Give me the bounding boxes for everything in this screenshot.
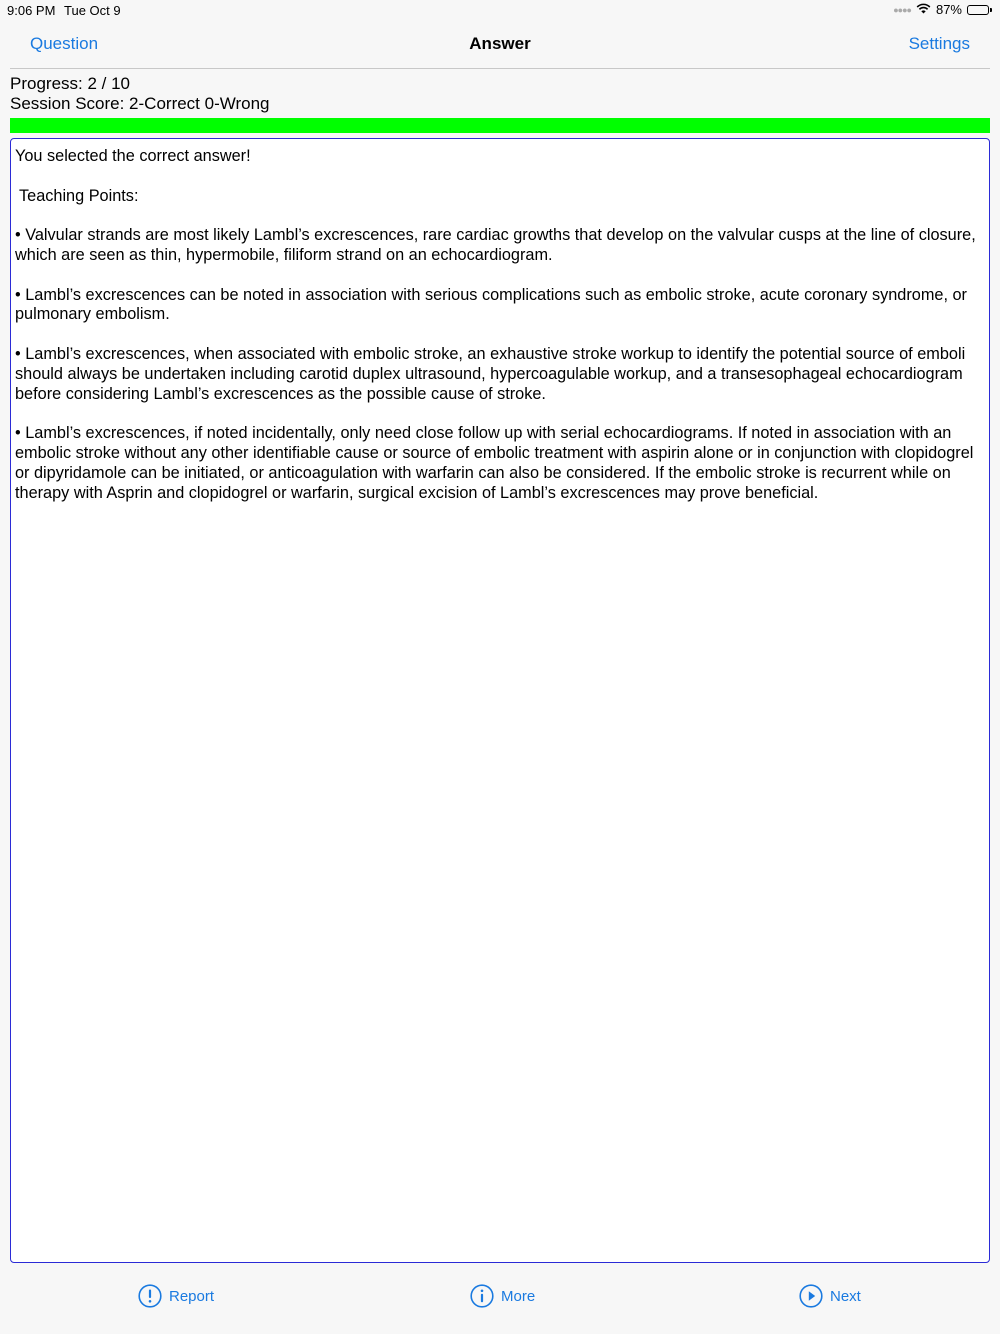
more-button[interactable] [470, 1284, 535, 1308]
settings-button[interactable]: Settings [908, 34, 970, 53]
report-label: Report [169, 1287, 215, 1305]
progress-bar [10, 118, 990, 133]
teaching-point: • Lambl’s excrescences, if noted incidentally, only need close follow up with serial echocardiograms. If noted in association with an embolic stroke without any other identifiable cause or source of embolic treatment with aspirin alone or in conjunction with clopidogrel or dipyridamole can be initiated, or anticoagulation with warfarin can also be considered. If the embolic stroke is recurrent while on therapy with Asprin and clopidogrel or warfarin, surgical excision of Lambl’s excrescences may prove beneficial. [15, 424, 974, 502]
question-button[interactable]: Question [30, 34, 99, 53]
progress-bar-fill [10, 118, 990, 133]
cellular-signal-icon: ●●●● [893, 4, 911, 15]
report-button[interactable] [138, 1284, 214, 1308]
session-score: Session Score: 2-Correct 0-Wrong [10, 94, 270, 113]
status-time: 9:06 PM [7, 3, 56, 18]
page-title: Answer [469, 34, 531, 53]
progress-label: Progress: 2 / 10 [10, 74, 131, 93]
battery-percent: 87% [935, 2, 962, 17]
next-button[interactable] [799, 1284, 861, 1308]
status-date: Tue Oct 9 [64, 3, 121, 18]
battery-icon [967, 5, 992, 15]
more-label: More [501, 1287, 536, 1305]
status-indicators [893, 2, 992, 17]
play-circle-icon [799, 1284, 823, 1308]
teaching-point: • Valvular strands are most likely Lambl’s excrescences, rare cardiac growths that develop on the valvular cusps at the line of closure, which are seen as thin, hypermobile, filiform strand on an echocardiogram. [15, 226, 976, 264]
answer-text-view[interactable] [10, 138, 990, 1263]
teaching-points-heading: Teaching Points: [19, 186, 139, 205]
status-bar [0, 0, 1000, 22]
bottom-toolbar [0, 1278, 1000, 1318]
next-label: Next [830, 1287, 861, 1305]
wifi-icon [916, 2, 931, 17]
navigation-bar [10, 22, 990, 69]
info-circle-icon [470, 1284, 494, 1308]
teaching-point: • Lambl’s excrescences can be noted in association with serious complications such as embolic stroke, acute coronary syndrome, or pulmonary embolism. [15, 285, 967, 324]
teaching-point: • Lambl’s excrescences, when associated with embolic stroke, an exhaustive stroke workup to identify the potential source of emboli should always be undertaken including carotid duplex ultrasound, hypercoagulable workup, and a transesophageal echocardiogram before considering Lambl’s excrescences as the possible cause of stroke. [15, 344, 966, 403]
exclamation-circle-icon [138, 1284, 162, 1308]
answer-result: You selected the correct answer! [15, 147, 251, 165]
